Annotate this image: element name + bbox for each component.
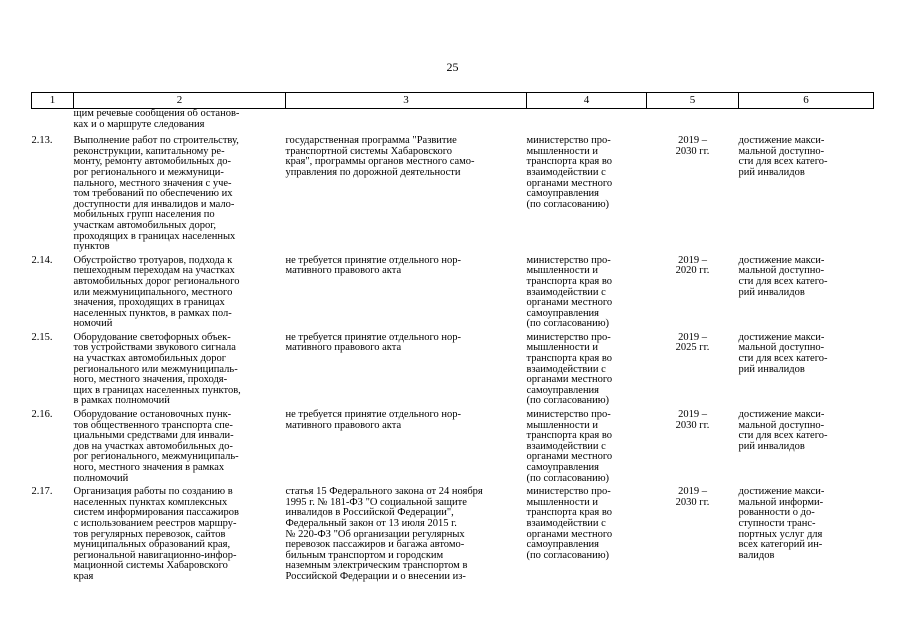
text-line: рог регионального и межмуници- xyxy=(73,166,224,178)
text-line: сти для всех катего- xyxy=(738,430,828,442)
text-line: перевозок пассажиров и багажа автомо- xyxy=(285,539,465,551)
item-number: 2.14. xyxy=(31,254,53,266)
responsible-cell xyxy=(527,253,647,330)
text-line: взаимодействии с xyxy=(526,166,606,178)
text-line: циальными средствами для инвали- xyxy=(73,430,234,442)
text-line: органами местного xyxy=(526,297,613,309)
text-line: всех категорий ин- xyxy=(738,539,823,551)
text-line: пешеходным переходам на участках xyxy=(73,265,235,277)
text-line: наземным электрическим транспортом в xyxy=(285,560,468,572)
text-line: систем информирования пассажиров xyxy=(73,507,239,519)
item-number: 2.17. xyxy=(31,486,53,498)
item-number: 2.13. xyxy=(31,135,53,147)
text-line: достижение макси- xyxy=(738,135,825,147)
text-line: Федеральный закон от 13 июля 2015 г. xyxy=(285,517,457,529)
text-line: мышленности и xyxy=(526,496,599,508)
text-line: транспорта края во xyxy=(526,156,612,168)
text-line: (по согласованию) xyxy=(526,395,610,407)
empty-cell xyxy=(647,109,739,134)
text-line: щих в границах населенных пунктов, xyxy=(73,384,241,396)
text-line: взаимодействии с xyxy=(526,440,606,452)
text-line: рий инвалидов xyxy=(738,440,805,452)
text-line: проходящих в границах населенных xyxy=(73,230,236,242)
text-line: министерство про- xyxy=(526,331,611,343)
text-line: с использованием реестров маршру- xyxy=(73,517,237,529)
column-header-6: 6 xyxy=(739,93,874,109)
text-line: полномочий xyxy=(73,472,129,484)
text-line: тов регулярных перевозок, сайтов xyxy=(73,528,226,540)
text-line: тов общественного транспорта спе- xyxy=(73,419,233,431)
text-line: мышленности и xyxy=(526,342,599,354)
column-header-4: 4 xyxy=(527,93,647,109)
text-line: Выполнение работ по строительству, xyxy=(73,135,239,147)
text-line: транспорта края во xyxy=(526,507,612,519)
text-line: самоуправления xyxy=(526,188,600,200)
text-line: Организация работы по созданию в xyxy=(73,486,233,498)
description-cell xyxy=(74,253,286,330)
text-line: самоуправления xyxy=(526,384,600,396)
text-line: органами местного xyxy=(526,177,613,189)
text-line: самоуправления xyxy=(526,539,600,551)
text-line: транспорта края во xyxy=(526,275,612,287)
text-line: 2019 – xyxy=(678,254,707,266)
text-line: регионального или межмуниципаль- xyxy=(73,363,238,375)
text-line: валидов xyxy=(738,549,775,561)
text-line: доступности для инвалидов и мало- xyxy=(73,198,235,210)
text-line: министерство про- xyxy=(526,486,611,498)
continuation-num-cell xyxy=(32,109,74,134)
text-line: достижение макси- xyxy=(738,254,825,266)
text-line: рог регионального, межмуниципаль- xyxy=(73,451,239,463)
description-cell xyxy=(74,484,286,582)
text-line: в рамках полномочий xyxy=(73,395,170,407)
text-line: мальной доступно- xyxy=(738,419,825,431)
text-line: транспортной системы Хабаровского xyxy=(285,145,453,157)
text-line: муниципальных образований края, xyxy=(73,539,231,551)
text-line: органами местного xyxy=(526,451,613,463)
text-line: Оборудование светофорных объек- xyxy=(73,331,231,343)
text-line: министерство про- xyxy=(526,254,611,266)
text-line: портных услуг для xyxy=(738,528,823,540)
empty-cell xyxy=(739,109,874,134)
table-row xyxy=(32,330,874,407)
text-line: не требуется принятие отдельного нор- xyxy=(285,254,462,266)
legal-basis-cell xyxy=(286,407,527,484)
page-number: 25 xyxy=(446,60,459,74)
measures-table xyxy=(31,92,874,583)
item-number: 2.15. xyxy=(31,331,53,343)
item-number: 2.16. xyxy=(31,409,53,421)
text-line: 2030 гг. xyxy=(675,145,710,157)
text-line: мобильных групп населения по xyxy=(73,209,215,221)
text-line: номочий xyxy=(73,318,113,330)
result-cell xyxy=(739,133,874,253)
text-line: 2020 гг. xyxy=(675,265,710,277)
result-cell xyxy=(739,484,874,582)
text-line: не требуется принятие отдельного нор- xyxy=(285,409,462,421)
column-header-3: 3 xyxy=(286,93,527,109)
text-line: края xyxy=(73,570,94,582)
text-line: (по согласованию) xyxy=(526,472,610,484)
text-line: рий инвалидов xyxy=(738,363,805,375)
text-line: населенных пунктов, в рамках пол- xyxy=(73,307,232,319)
term-cell xyxy=(647,330,739,407)
text-line: министерство про- xyxy=(526,409,611,421)
term-cell xyxy=(647,407,739,484)
text-line: (по согласованию) xyxy=(526,549,610,561)
text-line: управления по дорожной деятельности xyxy=(285,166,461,178)
legal-basis-cell xyxy=(286,330,527,407)
text-line: мативного правового акта xyxy=(285,419,402,431)
term-cell xyxy=(647,133,739,253)
text-line: сти для всех катего- xyxy=(738,156,828,168)
text-line: мышленности и xyxy=(526,265,599,277)
text-line: участкам автомобильных дорог, xyxy=(73,219,216,231)
text-line: статья 15 Федерального закона от 24 ноября xyxy=(285,486,483,498)
text-line: монту, ремонту автомобильных до- xyxy=(73,156,232,168)
responsible-cell xyxy=(527,330,647,407)
text-line: тов устройствами звукового сигнала xyxy=(73,342,236,354)
text-line: взаимодействии с xyxy=(526,517,606,529)
text-line: мативного правового акта xyxy=(285,265,402,277)
text-line: ках и о маршруте следования xyxy=(73,118,205,130)
table-row xyxy=(32,484,874,582)
text-line: пунктов xyxy=(73,241,110,253)
column-header-2: 2 xyxy=(74,93,286,109)
text-line: ного, местного значения в рамках xyxy=(73,462,225,473)
text-line: 2019 – xyxy=(678,331,707,343)
text-line: региональной навигационно-инфор- xyxy=(73,549,237,561)
legal-basis-cell xyxy=(286,253,527,330)
text-line: 2030 гг. xyxy=(675,419,710,431)
text-line: достижение макси- xyxy=(738,331,825,343)
text-line: (по согласованию) xyxy=(526,318,610,330)
text-line: мышленности и xyxy=(526,145,599,157)
legal-basis-cell xyxy=(286,484,527,582)
table-header-row xyxy=(32,93,874,109)
text-line: реконструкции, капитальному ре- xyxy=(73,145,225,157)
column-header-1: 1 xyxy=(32,93,74,109)
text-line: щим речевые сообщения об останов- xyxy=(73,108,240,119)
responsible-cell xyxy=(527,133,647,253)
text-line: государственная программа "Развитие xyxy=(285,135,457,147)
text-line: дов на участках автомобильных до- xyxy=(73,440,233,452)
text-line: мационной системы Хабаровского xyxy=(73,560,228,572)
description-cell xyxy=(74,133,286,253)
text-line: сти для всех катего- xyxy=(738,275,828,287)
text-line: мативного правового акта xyxy=(285,342,402,354)
term-cell xyxy=(647,253,739,330)
text-line: ного, местного значения, проходя- xyxy=(73,374,228,386)
text-line: Российской Федерации и о внесении из- xyxy=(285,570,466,582)
text-line: мальной доступно- xyxy=(738,145,825,157)
legal-basis-cell xyxy=(286,133,527,253)
text-line: самоуправления xyxy=(526,462,600,473)
result-cell xyxy=(739,330,874,407)
text-line: мальной доступно- xyxy=(738,265,825,277)
responsible-cell xyxy=(527,484,647,582)
column-header-5: 5 xyxy=(647,93,739,109)
text-line: взаимодействии с xyxy=(526,363,606,375)
text-line: органами местного xyxy=(526,374,613,386)
continuation-row xyxy=(32,109,874,134)
text-line: министерство про- xyxy=(526,135,611,147)
text-line: транспорта края во xyxy=(526,353,612,365)
text-line: бильным транспортом и городским xyxy=(285,549,444,561)
text-line: 2019 – xyxy=(678,135,707,147)
text-line: рованности о до- xyxy=(738,507,815,519)
text-line: 2030 гг. xyxy=(675,496,710,508)
text-line: мальной доступно- xyxy=(738,342,825,354)
text-line: транспорта края во xyxy=(526,430,612,442)
text-line: не требуется принятие отдельного нор- xyxy=(285,331,462,343)
text-line: на участках автомобильных дорог xyxy=(73,353,227,365)
text-line: Обустройство тротуаров, подхода к xyxy=(73,254,233,266)
description-cell xyxy=(74,330,286,407)
text-line: населенных пунктах комплексных xyxy=(73,496,228,508)
table-row xyxy=(32,133,874,253)
text-line: том требований по обеспечению их xyxy=(73,188,233,200)
text-line: достижение макси- xyxy=(738,409,825,421)
result-cell xyxy=(739,407,874,484)
text-line: или межмуниципального, местного xyxy=(73,286,233,298)
text-line: органами местного xyxy=(526,528,613,540)
result-cell xyxy=(739,253,874,330)
text-line: самоуправления xyxy=(526,307,600,319)
text-line: пального, местного значения с уче- xyxy=(73,177,232,189)
text-line: автомобильных дорог регионального xyxy=(73,275,240,287)
text-line: края", программы органов местного само- xyxy=(285,156,475,168)
text-line: № 220-ФЗ "Об организации регулярных xyxy=(285,528,465,540)
table-row xyxy=(32,253,874,330)
empty-cell xyxy=(527,109,647,134)
text-line: 2025 гг. xyxy=(675,342,710,354)
description-cell xyxy=(74,407,286,484)
text-line: инвалидов в Российской Федерации", xyxy=(285,507,454,519)
text-line: 1995 г. № 181-ФЗ "О социальной защите xyxy=(285,496,467,508)
text-line: рий инвалидов xyxy=(738,166,805,178)
text-line: (по согласованию) xyxy=(526,198,610,210)
text-line: мышленности и xyxy=(526,419,599,431)
text-line: 2019 – xyxy=(678,409,707,421)
table-row xyxy=(32,407,874,484)
continuation-desc-cell xyxy=(74,109,286,134)
text-line: сти для всех катего- xyxy=(738,353,828,365)
text-line: достижение макси- xyxy=(738,486,825,498)
text-line: 2019 – xyxy=(678,486,707,498)
text-line: ступности транс- xyxy=(738,517,816,529)
empty-cell xyxy=(286,109,527,134)
text-line: Оборудование остановочных пунк- xyxy=(73,409,232,421)
text-line: взаимодействии с xyxy=(526,286,606,298)
responsible-cell xyxy=(527,407,647,484)
text-line: мальной информи- xyxy=(738,496,824,508)
text-line: рий инвалидов xyxy=(738,286,805,298)
term-cell xyxy=(647,484,739,582)
text-line: значения, проходящих в границах xyxy=(73,297,225,309)
